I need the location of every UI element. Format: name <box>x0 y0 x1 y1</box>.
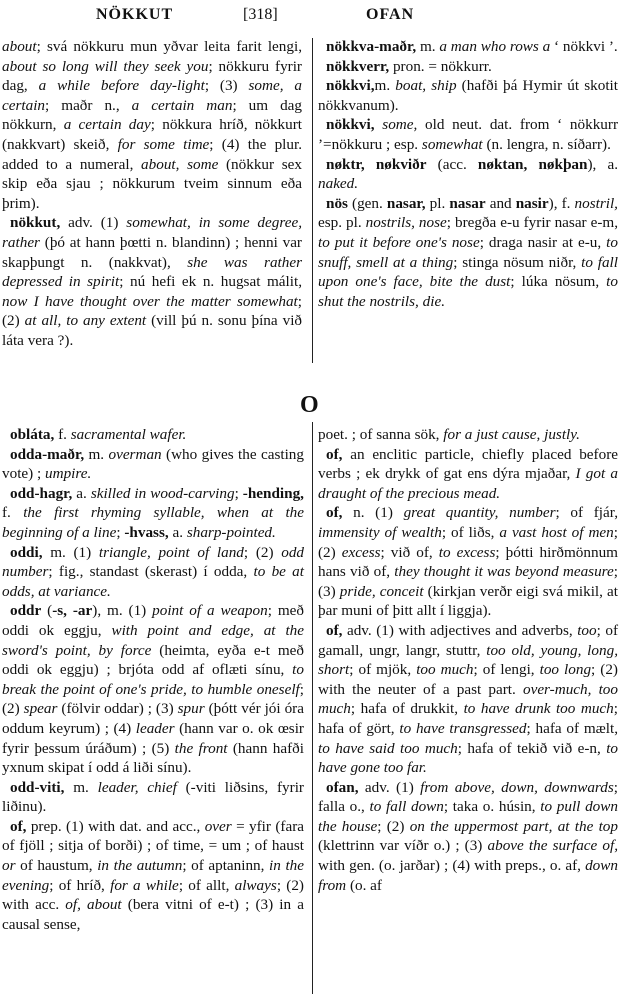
entry-text: ; (2) <box>2 680 304 718</box>
entry-text: ; of mjök, <box>349 661 417 679</box>
entry-text: ; of gamall, ungr, langr, stuttr, <box>318 621 618 659</box>
gloss-text: at all, to any extent <box>24 312 147 330</box>
entry-text: (þó at hann þœtti n. blandinn) ; henni var skapþungt n. (nakkvat), <box>2 233 302 271</box>
dictionary-entry <box>318 115 618 154</box>
headword: nökkverr, <box>326 57 390 75</box>
dictionary-entry <box>318 57 618 77</box>
headword: -hvass, <box>124 523 169 541</box>
headword: nös <box>326 194 348 212</box>
column-top-left <box>2 37 302 351</box>
entry-text: prep. (1) with dat. and acc., <box>26 817 205 835</box>
gloss-text: for a while <box>110 876 179 894</box>
entry-text: ; (2) with acc. <box>2 876 304 914</box>
entry-text: ; með oddi ok eggju, <box>2 602 304 639</box>
gloss-text: nostril, <box>574 194 618 212</box>
dictionary-entry <box>2 817 304 935</box>
gloss-text: spur <box>177 700 205 718</box>
gloss-text: point of a weapon <box>152 602 268 620</box>
dictionary-entry <box>318 76 618 115</box>
gloss-text: skilled in wood-carving <box>90 484 235 502</box>
entry-text: ; nökkura hríð, nökkurt (nakkvart) skeið, <box>2 116 303 153</box>
gloss-text: a certain day <box>63 116 151 134</box>
dictionary-entry <box>2 425 304 445</box>
entry-text: (who gives the casting vote) ; <box>2 445 304 483</box>
gloss-text: to fall upon one's face, bite the dust <box>318 253 618 291</box>
gloss-text: immensity of wealth <box>318 523 442 541</box>
entry-text: ; þótti hirðmönnum hans við of, <box>318 543 618 581</box>
dictionary-entry <box>318 503 618 621</box>
entry-text: adv. (1) with adjectives and adverbs, <box>342 621 578 639</box>
gloss-text: for some time <box>117 135 210 153</box>
entry-text: (klettrinn var víðr o.) ; (3) <box>318 837 488 855</box>
entry-text: m. <box>416 38 440 55</box>
entry-text: ), a. <box>587 155 619 173</box>
column-divider-bottom <box>312 422 313 994</box>
entry-text: (þótt vér jói óra oddum keyrum) ; (4) <box>2 700 304 737</box>
entry-text: ; hafa of mælt, <box>526 719 618 737</box>
gloss-text: too long <box>539 661 592 679</box>
headword: nasir <box>515 194 549 212</box>
column-bottom-right <box>318 425 618 895</box>
entry-text: esp. pl. <box>318 214 366 232</box>
entry-text: (hann hafði yxnum skipat í odd á liði sínu). <box>2 739 304 777</box>
column-divider-top <box>312 38 313 363</box>
entry-text: poet. ; of sanna sök, <box>318 426 444 443</box>
headword: of, <box>326 621 343 639</box>
entry-text: ; (2) with the neuter of a past part. <box>318 661 618 698</box>
entry-text: ; of liðs, <box>441 523 500 541</box>
entry-text: ; taka o. húsin, <box>443 798 541 816</box>
gloss-text: they thought it was beyond measure <box>394 563 614 581</box>
entry-text: ; (4) the plur. added to a numeral, <box>2 135 302 173</box>
gloss-text: over-much, too much <box>318 680 618 718</box>
entry-text: m. (1) <box>42 543 99 561</box>
dictionary-entry <box>2 543 304 602</box>
gloss-text: to be at odds, at variance. <box>2 563 304 600</box>
gloss-text: a man who rows a <box>439 38 551 55</box>
dictionary-entry <box>318 621 618 778</box>
entry-continuation <box>2 37 302 213</box>
entry-text: (vill þú n. sonu þína við láta vera ?). <box>2 312 303 349</box>
entry-text: m. <box>84 445 109 463</box>
entry-text: ; (2) <box>377 817 410 835</box>
entry-continuation <box>318 425 618 445</box>
entry-text: ; of allt, <box>178 876 235 894</box>
gloss-text: excess <box>341 543 381 561</box>
entry-text: (o. af <box>346 876 382 894</box>
entry-text: ; of lengi, <box>473 661 540 679</box>
gloss-text: to have gone too far. <box>318 739 619 777</box>
entry-text: ; lúka nösum, <box>510 273 607 291</box>
gloss-text: from above, down, downwards <box>420 778 614 796</box>
entry-text: with gen. (o. jarðar) ; (4) with preps., o. af, <box>318 857 586 875</box>
entry-text: ; (2) <box>318 523 618 561</box>
entry-text: pron. = nökkurr. <box>389 57 492 75</box>
entry-text: ; falla o., <box>318 778 618 816</box>
section-letter-heading: O <box>300 392 319 418</box>
gloss-text: some, a certain <box>2 77 302 114</box>
entry-text: (bera vitni of e-t) ; (3) in a causal sense, <box>2 896 304 933</box>
headword: of, <box>10 817 27 835</box>
entry-text: pl. <box>425 194 450 212</box>
gloss-text: overman <box>108 445 162 463</box>
entry-text: and <box>485 194 516 212</box>
gloss-text: too <box>577 621 597 639</box>
gloss-text: now I have thought over the matter somewhat <box>2 292 298 310</box>
headword: nökkvi, <box>326 116 375 134</box>
entry-text: m. <box>64 778 98 796</box>
entry-text: n. (1) <box>342 504 404 522</box>
gloss-text: nostrils, nose <box>365 214 447 232</box>
gloss-text: to have transgressed <box>399 719 527 737</box>
gloss-text: naked. <box>318 175 359 193</box>
dictionary-entry <box>2 778 304 817</box>
gloss-text: the front <box>174 739 228 757</box>
headword: odd-hagr, <box>10 484 73 502</box>
entry-text: (-viti liðsins, fyrir liðinu). <box>2 778 304 816</box>
entry-text: (heimta, eyða e-t með oddi ok eggju) ; brjóta odd af oflæti sínu, <box>2 641 304 679</box>
gloss-text: to have said too much <box>318 739 458 757</box>
dictionary-entry <box>318 194 618 312</box>
entry-text: ; (3) <box>204 77 249 95</box>
gloss-text: somewhat, in some degree, rather <box>2 214 302 251</box>
entry-text: (acc. <box>426 155 478 173</box>
headword: -s, -ar <box>52 602 93 620</box>
headword: nökkut, <box>10 214 61 232</box>
dictionary-entry <box>318 37 618 57</box>
gloss-text: odd number <box>2 543 304 581</box>
gloss-text: a vast host of men <box>499 523 614 541</box>
headword: oddi, <box>10 543 43 561</box>
entry-text: ; stinga nösum niðr, <box>453 253 582 271</box>
entry-text: (n. lengra, n. síðarr). <box>482 135 611 153</box>
gloss-text: on the uppermost part, at the top <box>409 817 618 835</box>
gloss-text: somewhat <box>421 135 483 153</box>
headword: odd-viti, <box>10 778 65 796</box>
dictionary-entry <box>2 445 304 484</box>
gloss-text: boat, ship <box>395 77 457 95</box>
gloss-text: above the surface of, <box>487 837 619 855</box>
gloss-text: to fall down <box>369 798 444 816</box>
gloss-text: always <box>234 876 277 894</box>
entry-text: ; bregða e-u fyrir nasar e-m, <box>446 214 618 232</box>
entry-text: ; of aptaninn, <box>182 857 270 875</box>
gloss-text: to have drunk too much <box>463 700 614 718</box>
gloss-text: leader <box>135 719 175 737</box>
entry-text: ; hafa of tekið við e-n, <box>457 739 607 757</box>
gloss-text: spear <box>23 700 58 718</box>
entry-text: ; draga nasir at e-u, <box>479 233 607 251</box>
gloss-text: sharp-pointed. <box>186 523 276 541</box>
entry-text: of haustum, <box>15 857 98 875</box>
entry-text: ‘ nökkvi ’. <box>550 38 618 55</box>
running-header <box>0 6 625 28</box>
column-top-right <box>318 37 618 311</box>
gloss-text: sacramental wafer. <box>70 426 187 443</box>
gloss-text: or <box>2 857 16 875</box>
entry-text: ; hafa of gört, <box>318 700 618 737</box>
entry-text: adv. (1) <box>60 214 127 232</box>
headword: ofan, <box>326 778 359 796</box>
gloss-text: for a just cause, justly. <box>443 426 580 443</box>
gloss-text: about so long will they seek you <box>2 57 209 75</box>
entry-text: (nökkur sex skip eða sjau ; nökkurum tveim sinnum eða þrim). <box>2 155 302 212</box>
gloss-text: about, some <box>141 155 219 173</box>
gloss-text: to pull down the house <box>318 798 618 835</box>
entry-text: = yfir (fara of fjöll ; sitja of borði) ; of time, = um ; of haust <box>2 817 304 855</box>
entry-text: ; <box>234 484 243 502</box>
dictionary-entry <box>318 778 618 896</box>
entry-text: ; hafa of drukkit, <box>350 700 464 718</box>
headword: nasar, <box>386 194 426 212</box>
dictionary-entry <box>2 213 302 350</box>
entry-text: (fölvir oddar) ; (3) <box>57 700 178 718</box>
gloss-text: to break the point of one's pride, to humble oneself <box>2 661 304 698</box>
headword: nøktr, nøkviðr <box>326 155 427 173</box>
entry-text: old neut. dat. from ‘ nökkurr ’=nökkuru ; esp. <box>318 116 619 153</box>
gloss-text: to excess <box>438 543 496 561</box>
gloss-text: a while before day-light <box>38 77 205 95</box>
entry-text: m. <box>374 77 396 95</box>
gloss-text: I got a draught of the precious mead. <box>318 465 618 502</box>
headword: odda-maðr, <box>10 445 85 463</box>
entry-text: f. <box>2 504 24 522</box>
gloss-text: in the autumn <box>97 857 183 875</box>
gloss-text: with point and edge, at the sword's point, by force <box>2 621 304 659</box>
dictionary-entry <box>318 155 618 194</box>
entry-text: ), f. <box>548 194 575 212</box>
entry-text: ; of fjár, <box>555 504 618 522</box>
gloss-text: to shut the nostrils, die. <box>318 273 618 310</box>
gloss-text: of, about <box>65 896 122 914</box>
entry-text: (kirkjan verðr eigi svá mikil, at þar muni of þitt allt í liggja). <box>318 582 618 620</box>
entry-text: an enclitic particle, chiefly placed before verbs ; ek drykk of gat ens dýra mjaðar, <box>318 445 618 483</box>
entry-text: a. <box>72 484 91 502</box>
entry-text: ; (2) <box>243 543 282 561</box>
gloss-text: down from <box>318 857 618 894</box>
dictionary-entry <box>2 601 304 777</box>
headword: nøktan, nøkþan <box>477 155 588 173</box>
entry-text: f. <box>54 426 71 443</box>
entry-text: ; við of, <box>380 543 439 561</box>
headword: obláta, <box>10 426 55 443</box>
gloss-text: a certain man <box>131 96 233 114</box>
entry-text: ; of hríð, <box>49 876 111 894</box>
page-number: [318] <box>243 6 278 23</box>
headword: -hending, <box>242 484 304 502</box>
dictionary-entry <box>318 445 618 504</box>
headword: oddr <box>10 602 42 620</box>
entry-text: ; fig., standast (skerast) í odda, <box>48 563 254 581</box>
entry-text: ; um dag nökkurn, <box>2 96 302 134</box>
column-bottom-left <box>2 425 304 934</box>
left-guide-word: NÖKKUT <box>96 6 174 23</box>
dictionary-entry <box>2 484 304 543</box>
right-guide-word: OFAN <box>366 6 415 23</box>
entry-text: ; nú hefi ek n. hugsat málit, <box>119 273 303 291</box>
gloss-text: great quantity, number <box>403 504 556 522</box>
gloss-text: too much <box>416 661 474 679</box>
gloss-text: leader, chief <box>97 778 177 796</box>
gloss-text: about <box>2 38 37 55</box>
entry-text: ( <box>41 602 53 620</box>
gloss-text: over <box>204 817 232 835</box>
entry-text: ), m. (1) <box>92 602 153 620</box>
gloss-text: umpire. <box>45 465 92 483</box>
gloss-text: the first rhyming syllable, when at the beginning of a line <box>2 504 304 541</box>
gloss-text: some, <box>382 116 418 134</box>
entry-text: (hann var o. ok œsir fyrir þessum úráðum) ; (5) <box>2 719 304 757</box>
gloss-text: too old, young, long, short <box>318 641 618 679</box>
headword: of, <box>326 445 343 463</box>
entry-text: (gen. <box>347 194 387 212</box>
entry-text: ; maðr n., <box>45 96 132 114</box>
entry-text: a. <box>168 523 187 541</box>
headword: nökkva-maðr, <box>326 38 417 55</box>
headword: of, <box>326 504 343 522</box>
gloss-text: to put it before one's nose <box>318 233 480 251</box>
gloss-text: in the evening <box>2 857 305 894</box>
entry-text: ; <box>116 523 125 541</box>
entry-text: adv. (1) <box>358 778 421 796</box>
entry-text: ; (3) <box>318 563 618 600</box>
entry-text: ; nökkuru fyrir dag, <box>2 57 302 95</box>
gloss-text: pride, conceit <box>339 582 424 600</box>
headword: nökkvi, <box>326 77 375 95</box>
entry-text: (hafði þá Hymir út skotit nökkvanum). <box>318 77 618 114</box>
gloss-text: triangle, point of land <box>98 543 244 561</box>
gloss-text: she was rather depressed in spirit <box>2 253 302 291</box>
headword: nasar <box>449 194 486 212</box>
entry-text: ; (2) <box>2 292 302 330</box>
entry-text: ; svá nökkuru mun yðvar leita farit lengi, <box>36 38 302 55</box>
gloss-text: to snuff, smell at a thing <box>318 233 618 271</box>
